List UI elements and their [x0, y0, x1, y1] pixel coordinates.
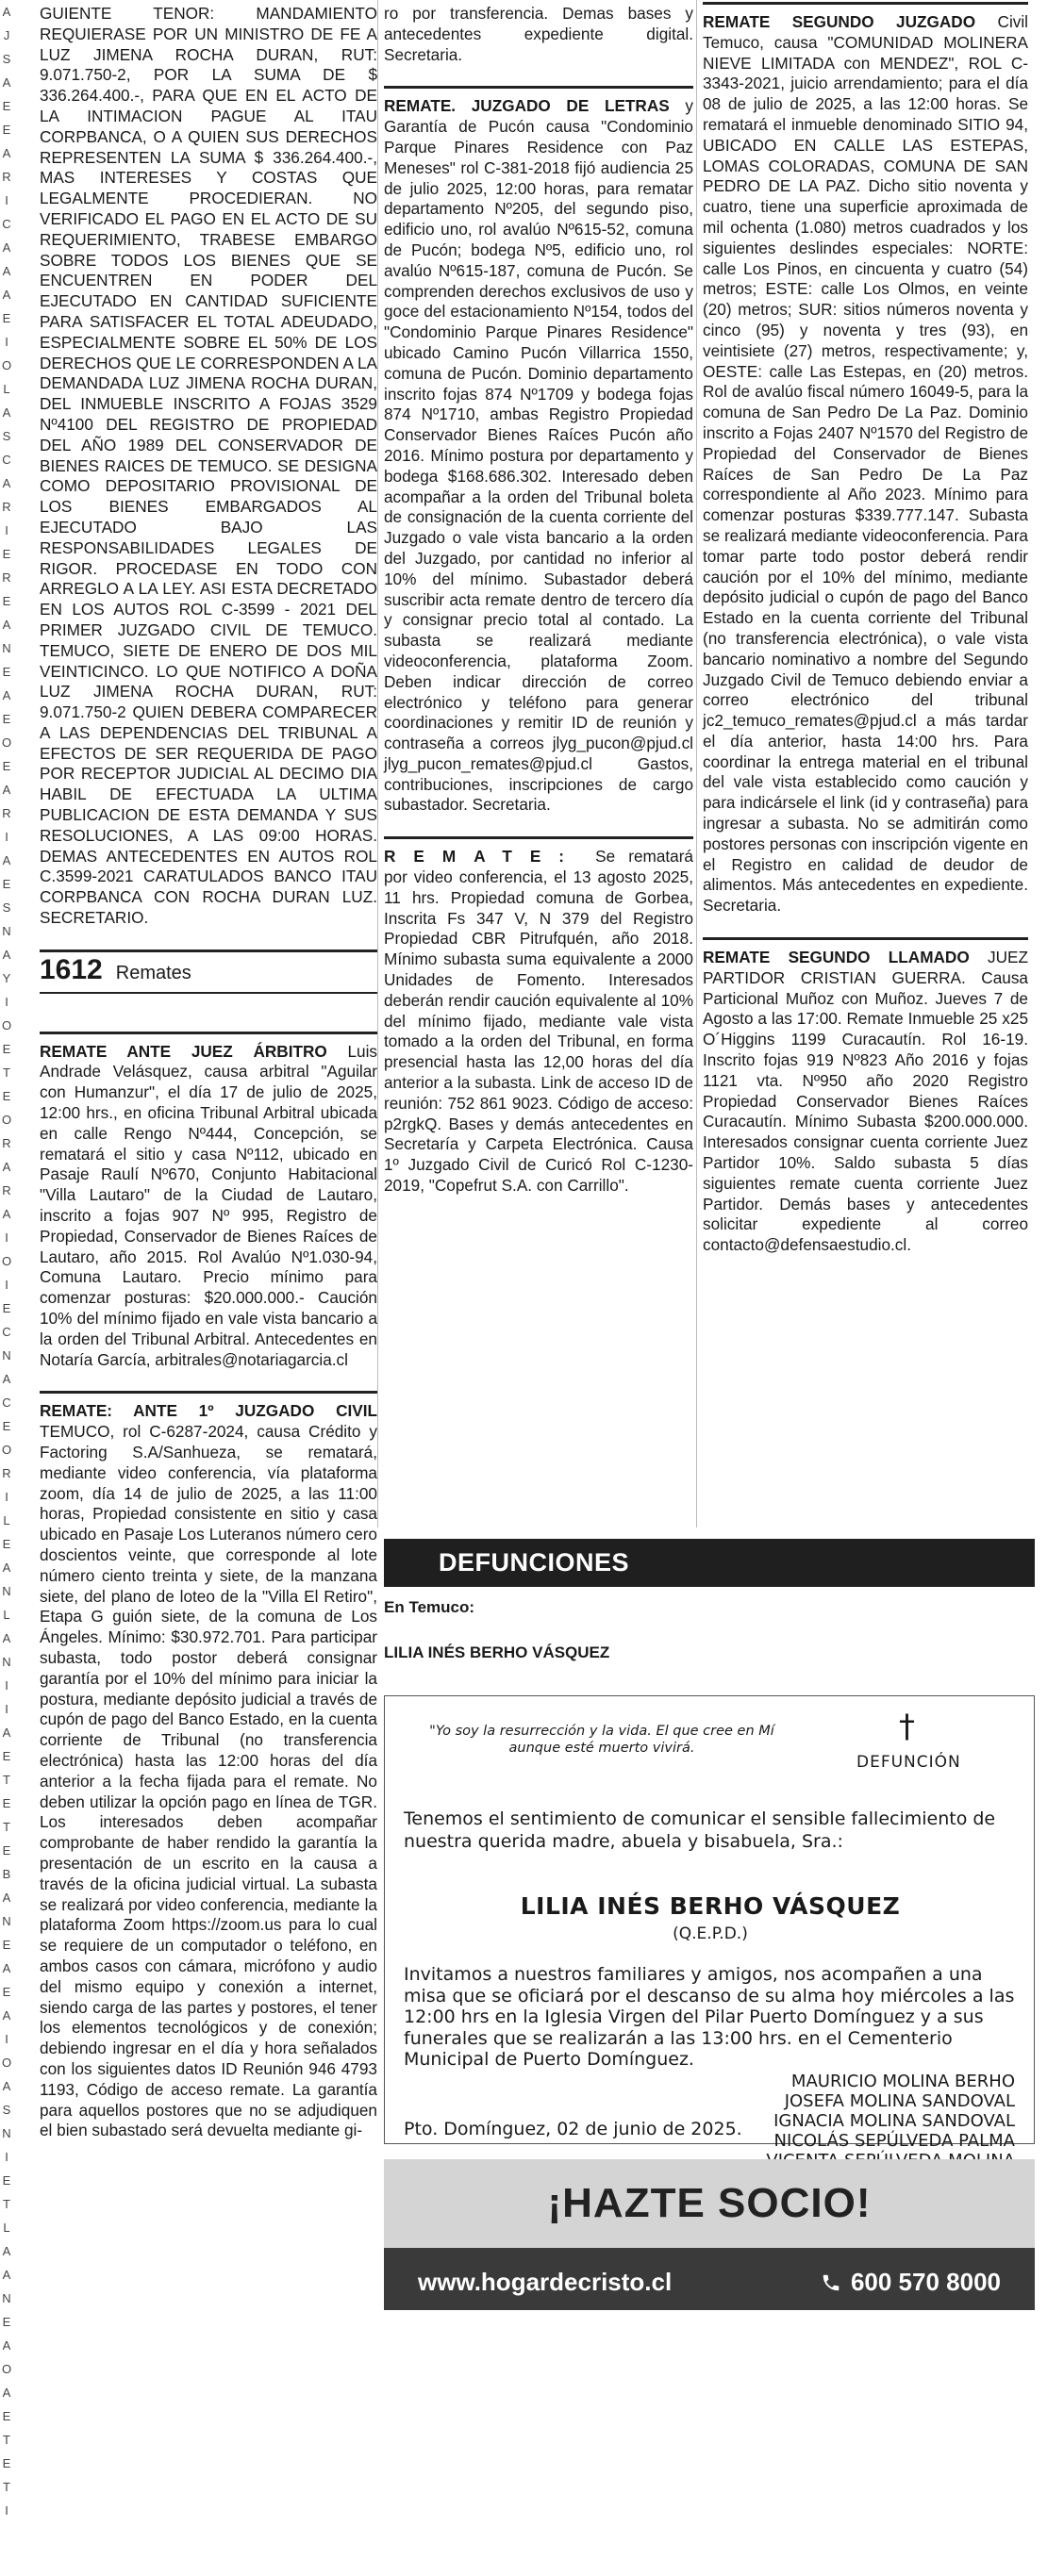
divider [703, 2, 1028, 5]
edge-glyph: A [2, 688, 11, 702]
edge-glyph: E [2, 1796, 11, 1810]
edge-glyph: C [2, 453, 11, 467]
edge-glyph: E [2, 547, 11, 561]
edge-glyph: I [5, 193, 8, 207]
edge-glyph: E [2, 1537, 11, 1551]
funerals-section [384, 1539, 1035, 1662]
edge-glyph: E [2, 877, 11, 891]
obituary-tag: DEFUNCIÓN [856, 1753, 961, 1772]
edge-glyph: I [5, 1278, 8, 1292]
edge-glyph: I [5, 1702, 8, 1716]
edge-glyph: O [1, 1254, 12, 1268]
phone-icon [821, 2272, 841, 2293]
edge-glyph: O [1, 735, 12, 750]
edge-glyph: I [5, 1230, 8, 1245]
edge-glyph: I [5, 1490, 8, 1504]
edge-glyph: R [2, 806, 11, 820]
edge-glyph: E [2, 2409, 11, 2423]
edge-glyph: S [2, 52, 11, 66]
left-edge-glyphs [0, 0, 13, 2576]
obituary-place-date: Pto. Domínguez, 02 de junio de 2025. [404, 2119, 742, 2139]
advertisement [384, 2159, 1035, 2310]
edge-glyph: I [5, 995, 8, 1009]
notice-remate-pucon [384, 96, 693, 816]
edge-glyph: T [3, 2480, 10, 2494]
section-label: Remates [115, 962, 191, 983]
funerals-city: En Temuco: [384, 1598, 475, 1616]
edge-glyph: A [2, 405, 11, 420]
signer: NICOLÁS SEPÚLVEDA PALMA [773, 2131, 1015, 2151]
signer: JOSEFA MOLINA SANDOVAL [784, 2091, 1015, 2111]
edge-glyph: R [2, 1466, 11, 1480]
ad-title: ¡HAZTE SOCIO! [547, 2180, 872, 2226]
edge-glyph: L [3, 382, 10, 396]
edge-glyph: S [2, 900, 11, 915]
notice-mandamiento: GUIENTE TENOR: MANDAMIENTO REQUIERASE POR UN MINISTRO DE FE A LUZ JIMENA ROCHA DURAN, RUT: 9.071.750-2, POR LA SUMA DE $ 336.264.400.-, PARA QUE EN EL ACTO DE LA INTIMACION PAGUE AL ITAU CORPBANCA, O A QUIEN SUS DERECHOS REPRESENTEN LA SUMA $ 336.264.400.-, MAS INTERESES Y COSTAS QUE LEGALMENTE PROCEDIERAN. NO VERIFICADO EL PAGO EN EL ACTO DE SU REQUERIMIENTO, TRABESE EMBARGO SOBRE TODOS LOS BIENES QUE SE ENCUENTREN EN PODER DEL EJECUTADO EN CANTIDAD SUFICIENTE PARA SATISFACER EL TOTAL ADEUDADO, ESPECIALMENTE SOBRE EL 50% DE LOS DERECHOS QUE LE CORRESPONDEN A LA DEMANDADA LUZ JIMENA ROCHA DURAN, DEL INMUEBLE INSCRITO A FOJAS 3529 Nº4100 DEL REGISTRO DE PROPIEDAD DEL AÑO 1989 DEL CONSERVADOR DE BIENES RAICES DE TEMUCO. SE DESIGNA COMO DEPOSITARIO PROVISIONAL DE LOS BIENES EMBARGADOS AL EJECUTADO BAJO LAS RESPONSABILIDADES LEGALES DE RIGOR. PROCEDASE EN TODO CON ARREGLO A LA LEY. ASI ESTA DECRETADO EN LOS AUTOS ROL C-3599 - 2021 DEL PRIMER JUZGADO CIVIL DE TEMUCO. TEMUCO, SIETE DE ENERO DE DOS MIL VEINTICINCO. LO QUE NOTIFICO A DOÑA LUZ JIMENA ROCHA DURAN, RUT: 9.071.750-2 QUIEN DEBERA COMPARECER A LAS DEPENDENCIAS DEL TRIBUNAL A EFECTOS DE SER REQUERIDA DE PAGO POR RECEPTOR JUDICIAL AL DECIMO DIA HABIL DE EFECTUADA LA ULTIMA PUBLICACION DE ESTA DEMANDA Y SUS RESOLUCIONES, A LAS 09:00 HORAS. DEMAS ANTECEDENTES EN AUTOS ROL C.3599-2021 CARATULADOS BANCO ITAU CORPBANCA CON ROCHA DURAN LUZ. SECRETARIO. [40, 4, 377, 928]
ad-footer [384, 2254, 1035, 2310]
ad-website: www.hogardecristo.cl [418, 2267, 673, 2296]
edge-glyph: C [2, 217, 11, 231]
edge-glyph: E [2, 1843, 11, 1858]
notice-body: y Garantía de Pucón causa "Condominio Parque Pinares Residence con Paz Meneses" rol C-381-2018 fijó audiencia 25 de julio 2025, 12:00 horas, para rematar departamento Nº205, del segundo piso, edificio uno, rol avalúo Nº615-52, comuna de Pucón; bodega Nº5, edificio uno, rol avalúo Nº615-187, comuna de Pucón. Se comprenden derechos exclusivos de uso y goce del estacionamiento Nº154, todos del "Condominio Parque Pinares Residence" ubicado Camino Pucón Villarrica 1550, comuna de Pucón. Dominio departamento inscrito fojas 874 Nº1709 y bodega fojas 874 Nº1710, ambas Registro Propiedad Conservador Bienes Raíces Pucón año 2016. Mínimo postura por departamento y bodega $168.686.302. Interesado deben acompañar a la orden del Tribunal boleta de consignación de la cuenta corriente del Juzgado o vale vista bancario a la orden del Juzgado, por cantidad no inferior al 10% del mínimo. Subastador deberá suscribir acta remate dentro de tercero día y consignar precio total al contado. La subasta se realizará mediante videoconferencia, plataforma Zoom. Deben indicar dirección de correo electrónico y teléfono para generar coordinaciones y remitir ID de reunión y contraseña a correos jlyg_pucon@pjud.cl jlyg_pucon_remates@pjud.cl Gastos, contribuciones, inscripciones de cargo subastador. Secretaria. [384, 96, 693, 815]
notice-heading: REMATE: ANTE 1º JUZGADO CIVIL [40, 1401, 377, 1421]
edge-glyph: O [1, 358, 12, 372]
edge-glyph: A [2, 853, 11, 867]
notice-body: TEMUCO, rol C-6287-2024, causa Crédito y Factoring S.A/Sanhueza, se rematará, mediante video conferencia, vía plataforma zoom, día 14 de julio de 2025, a las 11:00 horas, Propiedad consistente en sitio y casa ubicado en Pasaje Los Luteranos número cero doscientos veinte, que corresponde al lote número ciento treinta y siete, de la manzana siete, del plano de loteo de la "Villa El Retiro", Etapa G guión siete, de la comuna de Los Ángeles. Mínimo: $30.972.701. Para participar subasta, todo postor deberá consignar garantía por el 10% del mínimo para iniciar la postura, mediante depósito judicial a través de cupón de pago del Banco Estado, en la cuenta corriente de Tribunal (no transferencia electrónica) hasta las 12:00 horas del día anterior a la fecha fijada para el remate. No deben utilizar la opción pago en línea de TGR. Los interesados deben acompañar comprobante de haber rendido la garantía la presentación de un escrito en la causa a través de la oficina judicial virtual. La subasta se realizará por video conferencia, mediante la plataforma Zoom https://zoom.us para lo cual se requiere de un computador o teléfono, en ambos casos con cámara, micrófono y audio del mismo equipo y conexión a internet, siendo carga de las partes y postores, el tener los elementos tecnológicos y de conexión; debiendo ingresar en el día y hora señalados con los siguientes datos ID Reunión 946 4793 1193, Código de acceso remate. La garantía para aquellos postores que no se adjudiquen el bien subastado será devuelta mediante gi- [40, 1422, 377, 2140]
edge-glyph: Y [2, 971, 11, 985]
edge-glyph: E [2, 1301, 11, 1315]
edge-glyph: A [2, 5, 11, 19]
edge-glyph: A [2, 948, 11, 962]
edge-glyph: O [1, 1443, 12, 1457]
edge-glyph: A [2, 2008, 11, 2023]
edge-glyph: R [2, 500, 11, 514]
notice-body: JUEZ PARTIDOR CRISTIAN GUERRA. Causa Particional Muñoz con Muñoz. Jueves 7 de Agosto a las 17:00. Remate Inmueble 25 x25 O´Higgins 1199 Curacautín. Rol 16-19. Inscrito fojas 919 Nº823 Año 2016 y fojas 1121 vta. Nº950 año 2020 Registro Propiedad Conservador Bienes Raíces Curacautín. Mínimo Subasta $200.000.000. Interesados consignar cuenta corriente Juez Partidor 10%. Saldo subasta 5 días siguientes remate cuenta corriente Juez Partidor. Demás bases y antecedentes solicitar expediente al correo contacto@defensaestudio.cl. [703, 948, 1028, 1255]
column-3 [703, 0, 1028, 1277]
ad-phone [821, 2268, 1001, 2297]
edge-glyph: E [2, 712, 11, 726]
divider [384, 86, 693, 89]
edge-glyph: T [3, 1820, 10, 1834]
notice-remate-segundo-llamado [703, 948, 1028, 1256]
column-rule [377, 0, 378, 1527]
edge-glyph: N [2, 1655, 11, 1669]
notice-body: Civil Temuco, causa "COMUNIDAD MOLINERA NIEVE LIMITADA con MENDEZ", ROL C-3343-2021, juicio arrendamiento; para el día 08 de julio de 2025, a las 12:00 horas. Se rematará el inmueble denominado SITIO 94, UBICADO EN CALLE LAS ESTEPAS, LOMAS COLORADAS, COMUNA DE SAN PEDRO DE LA PAZ. Dicho sitio noventa y cuatro, tiene una superficie aproximada de mil ochenta (1.080) metros cuadrados y los siguientes deslindes especiales: NORTE: calle Los Pinos, en cincuenta y cuatro (54) metros; ESTE: calle Los Olmos, en veinte (20) metros; SUR: sitios números noventa y cinco (95) y noventa y tres (93), en veintisiete (27) metros, respectivamente; y, OESTE: calle Las Estepas, en (20) metros. Rol de avalúo fiscal número 16049-5, para la comuna de San Pedro De La Paz. Dominio inscrito a Fojas 2407 Nº1570 del Registro de Propiedad del Conservador de Bienes Raíces de San Pedro De La Paz correspondiente al Año 2023. Mínimo para comenzar posturas $339.777.147. Subasta se realizará mediante videoconferencia. Para tomar parte todo postor deberá rendir caución por el 10% del mínimo, mediante depósito judicial o cupón de pago del Banco Estado en la cuenta corriente del Tribunal (no transferencia electrónica), o vale vista bancario nominativo a nombre del Segundo Juzgado Civil de Temuco debiendo enviar a correo electrónico del tribunal jc2_temuco_remates@pjud.cl a más tardar el día anterior, hasta 14:00 hrs. Para coordinar la entrega material en el tribunal del vale vista establecido como caución y para indicársele el link (id y contraseña) para ingresar a subasta. No se admitirán como postores personas con inscripción vigente en el Registro en calidad de deudor de alimentos. Más antecedentes en expediente. Secretaria. [703, 12, 1028, 916]
edge-glyph: N [2, 2126, 11, 2140]
edge-glyph: L [3, 1608, 10, 1622]
edge-glyph: C [2, 1325, 11, 1339]
edge-glyph: A [2, 476, 11, 490]
edge-glyph: A [2, 2079, 11, 2093]
notice-body: Se rematará por video conferencia, el 13 agosto 2025, 11 hrs. Propiedad comuna de Gorbea, Inscrita Fs 347 V, N 379 del Registro Propiedad CBR Pitrufquén, año 2018. Mínimo subasta suma equivalente a 2000 Unidades de Fomento. Interesados deberán rendir caución equivalente al 10% del mínimo fijado, mediante vale vista tomado a la orden del Tribunal, en forma presencial hasta las 12,00 horas del día anterior a la subasta. Link de acceso ID de reunión: 752 861 9023. Código de acceso: p2rgkQ. Bases y demás antecedentes en Secretaría y Carpeta Electrónica. Causa 1º Juzgado Civil de Curicó Rol C-1230-2019, "Copefrut S.A. con Carrillo". [384, 847, 693, 1196]
edge-glyph: S [2, 2103, 11, 2117]
column-rule [696, 0, 697, 1527]
edge-glyph: N [2, 641, 11, 655]
edge-glyph: O [1, 2056, 12, 2070]
cross-icon: † [899, 1708, 915, 1745]
notice-remate-gorbea [384, 847, 693, 1197]
column-1 [40, 0, 377, 2162]
notice-remate-juzgado-civil [40, 1401, 377, 2141]
notice-heading: REMATE SEGUNDO JUZGADO [703, 12, 976, 31]
signer: MAURICIO MOLINA BERHO [790, 2072, 1015, 2091]
edge-glyph: T [3, 2197, 10, 2211]
edge-glyph: A [2, 1726, 11, 1740]
edge-glyph: A [2, 1891, 11, 1905]
edge-glyph: I [5, 335, 8, 349]
funerals-name: LILIA INÉS BERHO VÁSQUEZ [384, 1643, 610, 1661]
obituary-qepd: (Q.E.P.D.) [673, 1924, 748, 1943]
edge-glyph: N [2, 1584, 11, 1598]
edge-glyph: T [3, 2433, 10, 2447]
edge-glyph: N [2, 2291, 11, 2305]
edge-glyph: E [2, 311, 11, 325]
signer: IGNACIA MOLINA SANDOVAL [773, 2111, 1015, 2131]
notice-remate-arbitro [40, 1042, 377, 1371]
obituary-card [384, 1695, 1035, 2151]
edge-glyph: O [1, 2362, 12, 2376]
edge-glyph: E [2, 123, 11, 137]
edge-glyph: I [5, 1678, 8, 1693]
edge-glyph: A [2, 783, 11, 797]
edge-glyph: A [2, 75, 11, 90]
edge-glyph: J [3, 28, 10, 42]
edge-glyph: I [5, 2032, 8, 2046]
edge-glyph: N [2, 1914, 11, 1928]
divider [384, 836, 693, 839]
edge-glyph: A [2, 2338, 11, 2353]
column-2 [384, 0, 693, 1217]
notice-heading: REMATE. JUZGADO DE LETRAS [384, 96, 670, 116]
obituary-invitation: Invitamos a nuestros familiares y amigos, nos acompañen a una misa que se oficiará por el descanso de su alma hoy miércoles a las 12:00 hrs en la Iglesia Virgen del Pilar Puerto Domínguez y a sus funerales que se realizarán a las 13:00 hrs. en el Cementerio Municipal de Puerto Domínguez. [404, 1964, 1015, 2070]
edge-glyph: E [2, 2315, 11, 2329]
edge-glyph: R [2, 170, 11, 184]
notice-heading: REMATE ANTE JUEZ ÁRBITRO [40, 1041, 327, 1061]
edge-glyph: E [2, 1042, 11, 1056]
edge-glyph: E [2, 1985, 11, 1999]
edge-glyph: A [2, 2244, 11, 2258]
edge-glyph: E [2, 759, 11, 773]
notice-continuation: ro por transferencia. Demas bases y antecedentes expediente digital. Secretaria. [384, 4, 693, 64]
edge-glyph: I [5, 523, 8, 537]
section-number: 1612 [40, 953, 103, 985]
edge-glyph: A [2, 1372, 11, 1386]
divider [703, 937, 1028, 940]
edge-glyph: A [2, 240, 11, 255]
edge-glyph: A [2, 2386, 11, 2400]
funerals-title: DEFUNCIONES [384, 1539, 1035, 1587]
edge-glyph: O [1, 1018, 12, 1032]
obituary-intro: Tenemos el sentimiento de comunicar el sensible fallecimiento de nuestra querida madre, abuela y bisabuela, Sra.: [404, 1808, 996, 1852]
edge-glyph: N [2, 1348, 11, 1362]
notice-remate-segundo-juzgado [703, 12, 1028, 916]
edge-glyph: R [2, 1136, 11, 1150]
edge-glyph: E [2, 1089, 11, 1103]
edge-glyph: I [5, 2503, 8, 2518]
edge-glyph: A [2, 1160, 11, 1174]
edge-glyph: E [2, 1419, 11, 1433]
edge-glyph: A [2, 1631, 11, 1645]
edge-glyph: A [2, 1961, 11, 1975]
edge-glyph: N [2, 924, 11, 938]
edge-glyph: A [2, 618, 11, 632]
edge-glyph: A [2, 146, 11, 160]
obituary-deceased-name: LILIA INÉS BERHO VÁSQUEZ [520, 1892, 901, 1920]
ad-header [384, 2159, 1035, 2248]
edge-glyph: C [2, 1395, 11, 1410]
edge-glyph: O [1, 1113, 12, 1127]
edge-glyph: A [2, 264, 11, 278]
edge-glyph: R [2, 1183, 11, 1197]
edge-glyph: L [3, 2221, 10, 2235]
edge-glyph: E [2, 2456, 11, 2470]
edge-glyph: R [2, 570, 11, 585]
edge-glyph: L [3, 1513, 10, 1527]
edge-glyph: A [2, 1560, 11, 1575]
edge-glyph: E [2, 1938, 11, 1952]
divider [40, 1391, 377, 1394]
edge-glyph: A [2, 288, 11, 302]
edge-glyph: A [2, 2268, 11, 2282]
edge-glyph: B [2, 1867, 11, 1881]
edge-glyph: E [2, 99, 11, 113]
edge-glyph: A [2, 1207, 11, 1221]
edge-glyph: E [2, 2173, 11, 2188]
edge-glyph: E [2, 594, 11, 608]
obituary-quote: "Yo soy la resurrección y la vida. El que cree en Mí aunque esté muerto vivirá. [429, 1724, 774, 1756]
edge-glyph: E [2, 665, 11, 679]
edge-glyph: S [2, 429, 11, 443]
notice-heading: REMATE: [384, 847, 583, 867]
divider [40, 1032, 377, 1034]
notice-heading: REMATE SEGUNDO LLAMADO [703, 948, 970, 967]
edge-glyph: T [3, 1773, 10, 1787]
edge-glyph: E [2, 1749, 11, 1763]
edge-glyph: I [5, 830, 8, 844]
ad-phone-number: 600 570 8000 [850, 2267, 1001, 2296]
notice-body: Luis Andrade Velásquez, causa arbitral "Aguilar con Humanzur", el día 17 de julio de 2025, 12:00 hrs., en oficina Tribunal Arbitral ubicada en calle Rengo Nº444, Concepción, se rematará el sitio y casa Nº112, ubicado en Pasaje Raulí Nº670, Conjunto Habitacional "Villa Lautaro" de la Ciudad de Lautaro, inscrito a fojas 907 Nº 995, Registro de Propiedad, Conservador de Bienes Raíces de Lautaro, año 2015. Rol Avalúo Nº1.030-94, Comuna Lautaro. Precio mínimo para comenzar posturas: $20.000.000.- Caución 10% del mínimo fijado en vale vista bancario a la orden del Tribunal Arbitral. Antecedentes en Notaría García, arbitrales@notariagarcia.cl [40, 1041, 377, 1369]
edge-glyph: I [5, 2150, 8, 2164]
obituary-signers [766, 2072, 1015, 2171]
section-header [40, 949, 377, 994]
edge-glyph: T [3, 1065, 10, 1080]
